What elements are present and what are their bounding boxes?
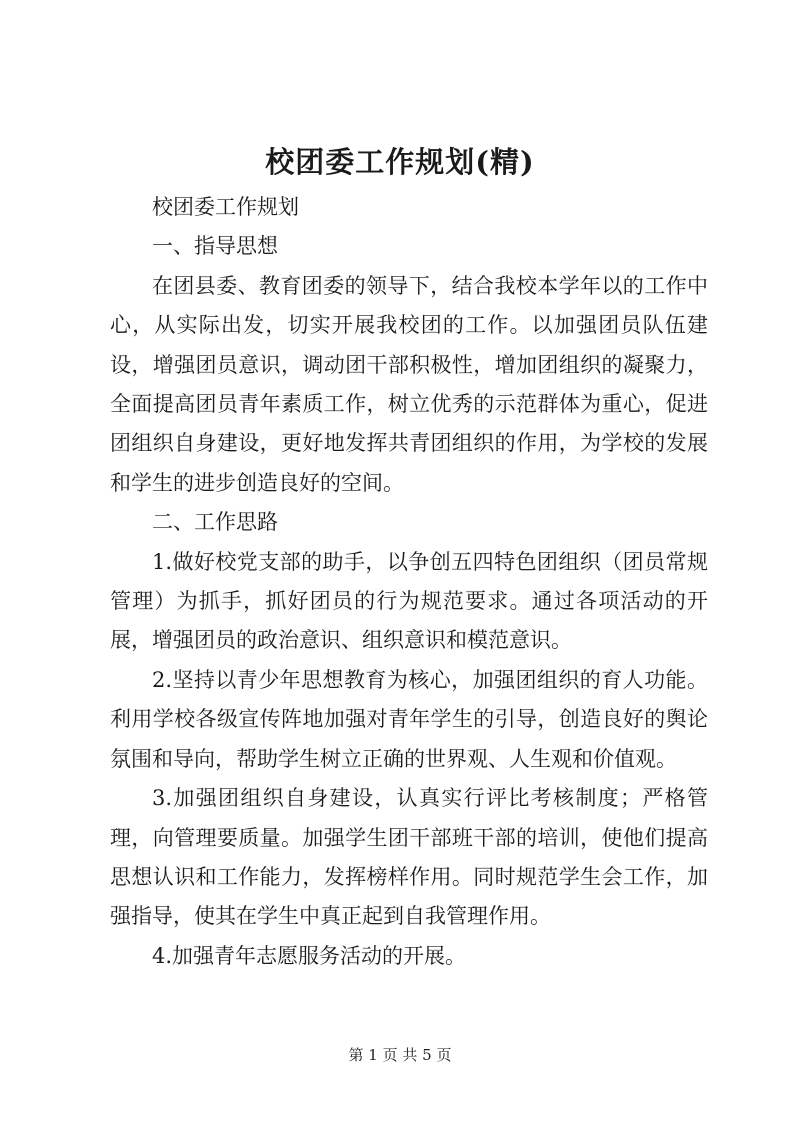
section-heading-guiding-ideology: 一、指导思想 [152,234,278,259]
paragraph-item-3: 3.加强团组织自身建设，认真实行评比考核制度；严格管理，向管理要质量。加强学生团干部班干部的培训，使他们提高思想认识和工作能力，发挥榜样作用。同时规范学生会工作，加强指导，使其在学生中真正起到自我管理作用。 [110,786,708,929]
document-body [110,188,708,976]
paragraph-guiding-ideology: 在团县委、教育团委的领导下，结合我校本学年以的工作中心，从实际出发，切实开展我校团的工作。以加强团员队伍建设，增强团员意识，调动团干部积极性，增加团组织的凝聚力，全面提高团员青年素质工作，树立优秀的示范群体为重心，促进团组织自身建设，更好地发挥共青团组织的作用，为学校的发展和学生的进步创造良好的空间。 [110,273,708,495]
paragraph-item-1: 1.做好校党支部的助手，以争创五四特色团组织（团员常规管理）为抓手，抓好团员的行为规范要求。通过各项活动的开展，增强团员的政治意识、组织意识和模范意识。 [110,549,708,653]
page-footer: 第 1 页 共 5 页 [348,1046,452,1064]
paragraph-item-4: 4.加强青年志愿服务活动的开展。 [152,943,467,968]
section-heading-work-approach: 二、工作思路 [152,510,278,535]
paragraph-item-2: 2.坚持以青少年思想教育为核心，加强团组织的育人功能。利用学校各级宣传阵地加强对青年学生的引导，创造良好的舆论氛围和导向，帮助学生树立正确的世界观、人生观和价值观。 [110,667,708,771]
paragraph-subtitle: 校团委工作规划 [152,195,299,219]
document-title: 校团委工作规划(精) [265,145,535,179]
